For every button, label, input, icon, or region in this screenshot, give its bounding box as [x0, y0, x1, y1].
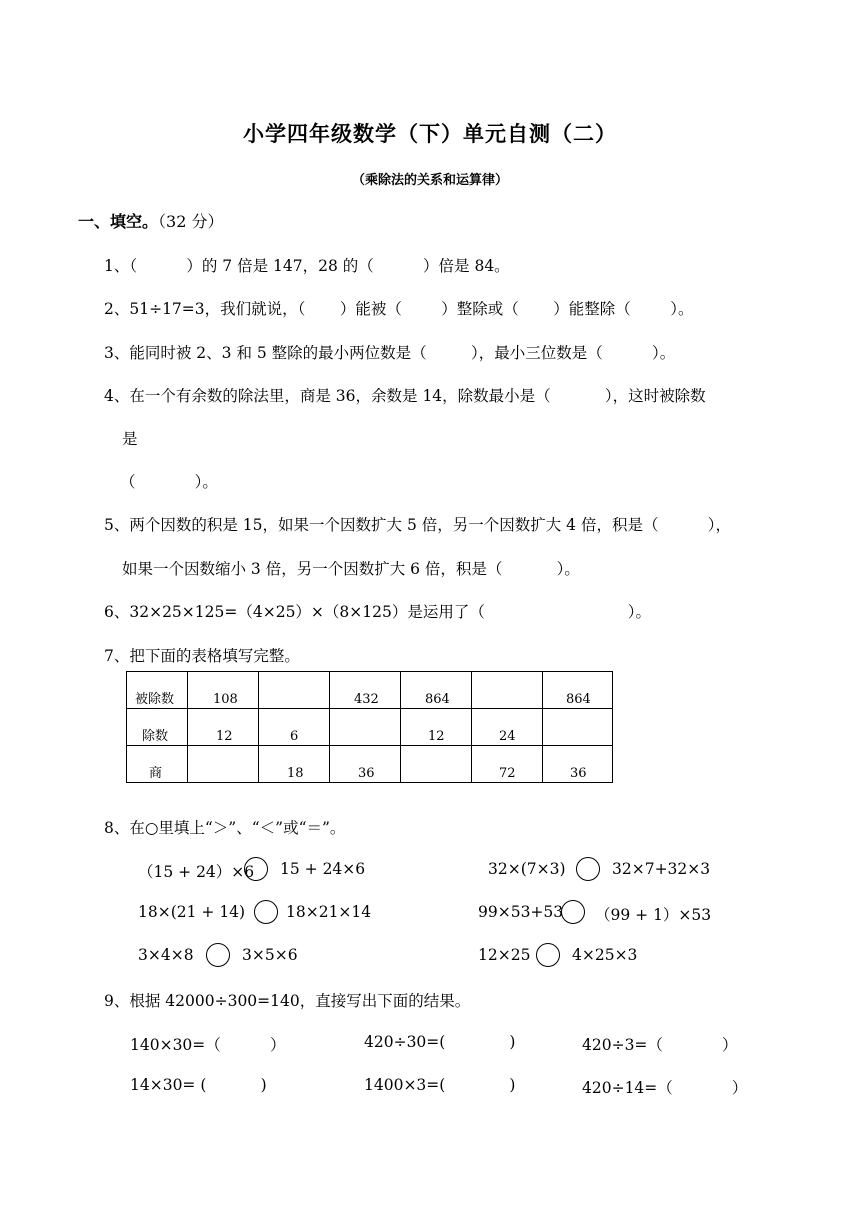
- table-cell: 12: [401, 709, 472, 746]
- section-heading: [78, 209, 223, 232]
- question-8: 8、在○里填上“＞”、“＜”或“＝”。: [104, 819, 346, 837]
- question-2: 2、51÷17=3，我们就说，（ ）能被（ ）整除或（ ）能整除（ ）。: [104, 300, 694, 318]
- table-cell: 18: [259, 746, 330, 783]
- page-subtitle: （乘除法的关系和运算律）: [351, 173, 508, 188]
- division-table: [126, 671, 613, 783]
- compare-circle[interactable]: [254, 900, 278, 924]
- page-title: 小学四年级数学（下）单元自测（二）: [243, 122, 617, 146]
- table-cell: 72: [472, 746, 543, 783]
- calc-item: 1400×3=( ): [364, 1076, 516, 1094]
- table-cell: 108: [188, 672, 259, 709]
- question-5-line-1: 5、两个因数的积是 15，如果一个因数扩大 5 倍，另一个因数扩大 4 倍，积是（ ），: [104, 516, 731, 534]
- compare-circle[interactable]: [576, 857, 600, 881]
- compare-expression: 3×5×6: [242, 946, 298, 964]
- table-cell: [330, 709, 401, 746]
- compare-expression: （99 + 1）×53: [595, 906, 712, 924]
- table-cell: [259, 672, 330, 709]
- compare-expression: （15 + 24）×6: [138, 863, 255, 881]
- calc-item: 140×30=（ ）: [130, 1036, 286, 1054]
- table-cell: 商: [127, 746, 188, 783]
- table-cell: [543, 709, 613, 746]
- compare-expression: 3×4×8: [138, 946, 194, 964]
- question-4-line-2: 是: [122, 430, 138, 448]
- compare-expression: 32×(7×3): [488, 860, 566, 878]
- calc-item: 14×30= ( ): [130, 1076, 267, 1094]
- compare-expression: 15 + 24×6: [280, 860, 366, 878]
- table-row: [127, 672, 613, 709]
- compare-expression: 18×21×14: [286, 903, 372, 921]
- question-5-line-2: 如果一个因数缩小 3 倍，另一个因数扩大 6 倍，积是（ ）。: [122, 560, 580, 578]
- question-1: 1、（ ）的 7 倍是 147，28 的（ ）倍是 84。: [104, 257, 510, 275]
- table-cell: 864: [543, 672, 613, 709]
- compare-circle[interactable]: [206, 943, 230, 967]
- calc-item: 420÷3=（ ）: [582, 1036, 738, 1054]
- table-cell: 24: [472, 709, 543, 746]
- table-cell: 36: [543, 746, 613, 783]
- table-cell: 6: [259, 709, 330, 746]
- compare-expression: 4×25×3: [572, 946, 638, 964]
- calc-item: 420÷14=（ ）: [582, 1079, 748, 1097]
- table-cell: 864: [401, 672, 472, 709]
- question-4-line-1: 4、在一个有余数的除法里，商是 36，余数是 14，除数最小是（ ），这时被除数: [104, 387, 706, 405]
- table-row: [127, 746, 613, 783]
- compare-circle[interactable]: [561, 900, 585, 924]
- compare-expression: 99×53+53: [478, 903, 564, 921]
- calc-item: 420÷30=( ): [364, 1033, 516, 1051]
- section-title: 一、填空。: [78, 212, 159, 231]
- table-row: [127, 709, 613, 746]
- table-cell: [401, 746, 472, 783]
- table-cell: [472, 672, 543, 709]
- table-cell: [188, 746, 259, 783]
- question-3: 3、能同时被 2、3 和 5 整除的最小两位数是（ ），最小三位数是（ ）。: [104, 344, 676, 362]
- question-9: 9、根据 42000÷300=140，直接写出下面的结果。: [104, 992, 471, 1010]
- compare-expression: 32×7+32×3: [612, 860, 711, 878]
- table-cell: 被除数: [127, 672, 188, 709]
- compare-expression: 12×25: [478, 946, 531, 964]
- compare-circle[interactable]: [244, 857, 268, 881]
- compare-expression: 18×(21 + 14): [138, 903, 246, 921]
- question-7: 7、把下面的表格填写完整。: [104, 647, 300, 665]
- table-cell: 12: [188, 709, 259, 746]
- table-cell: 432: [330, 672, 401, 709]
- compare-circle[interactable]: [536, 943, 560, 967]
- table-cell: 36: [330, 746, 401, 783]
- section-score: （32 分）: [158, 212, 224, 231]
- table-cell: 除数: [127, 709, 188, 746]
- question-6: 6、32×25×125=（4×25）×（8×125）是运用了（ ）。: [104, 603, 651, 621]
- question-4-line-3: （ ）。: [120, 473, 218, 491]
